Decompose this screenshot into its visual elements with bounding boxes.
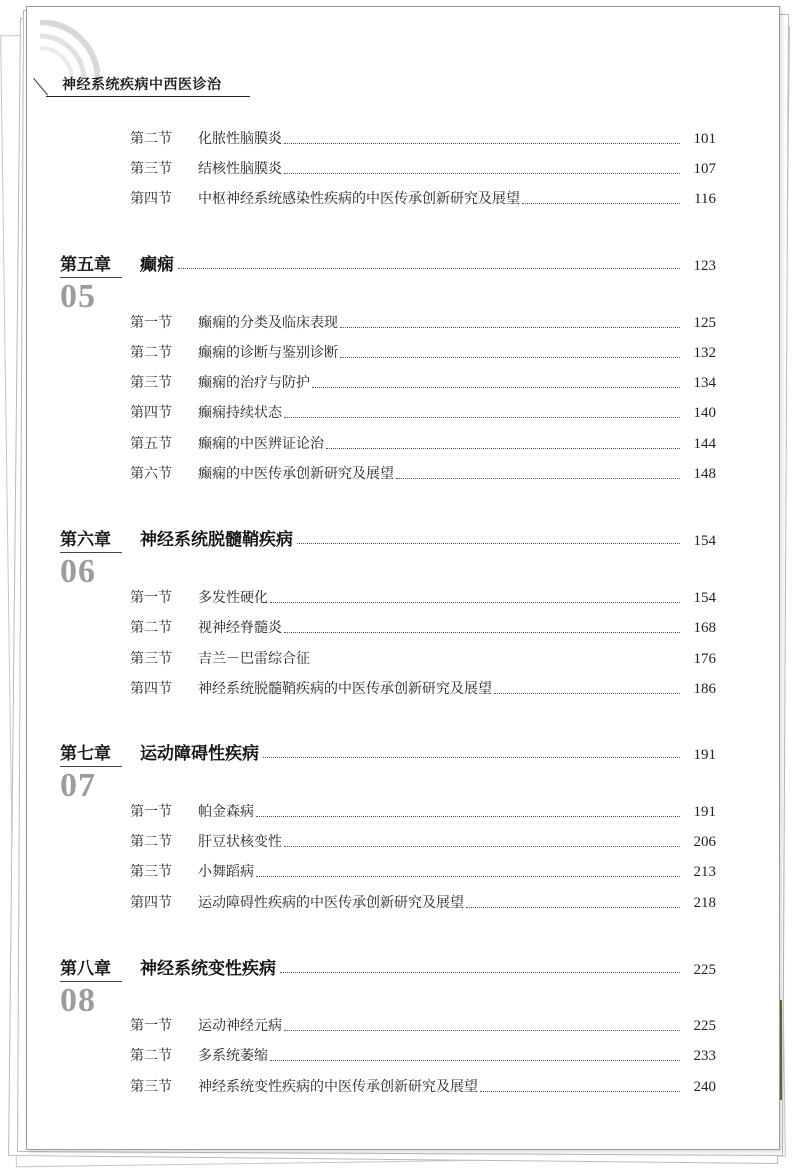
chapter-title: 癫痫: [140, 255, 174, 275]
toc-section-row[interactable]: [130, 188, 716, 208]
page-number: 240: [693, 1079, 716, 1095]
chapter-title: 神经系统脱髓鞘疾病: [140, 530, 293, 550]
page-number: 123: [693, 258, 716, 274]
page-number: 107: [693, 161, 716, 177]
page-number: 186: [693, 681, 716, 697]
page-number: 148: [693, 466, 716, 482]
section-number: 第二节: [130, 620, 172, 636]
section-number: 第四节: [130, 895, 172, 911]
section-number: 第二节: [130, 131, 172, 147]
page-number: 140: [693, 405, 716, 421]
section-number: 第四节: [130, 191, 172, 207]
dot-leader: [522, 203, 680, 204]
toc-section-row[interactable]: [130, 463, 716, 483]
section-title: 吉兰－巴雷综合征: [198, 651, 310, 667]
page-number: 125: [693, 315, 716, 331]
page-number: 191: [693, 747, 716, 763]
section-title: 多发性硬化: [198, 590, 268, 606]
toc-section-row[interactable]: [130, 312, 716, 332]
section-title: 癫痫的治疗与防护: [198, 375, 310, 391]
toc-section-row[interactable]: [130, 372, 716, 392]
page-number: 144: [693, 436, 716, 452]
dot-leader: [340, 357, 680, 358]
dot-leader: [270, 1060, 680, 1061]
dot-leader: [340, 327, 680, 328]
section-title: 结核性脑膜炎: [198, 161, 282, 177]
dot-leader: [297, 543, 680, 544]
chapter-title: 运动障碍性疾病: [140, 744, 259, 764]
toc-section-row[interactable]: [130, 402, 716, 422]
page-number: 168: [693, 620, 716, 636]
page-number: 176: [693, 651, 716, 667]
section-title: 癫痫的分类及临床表现: [198, 315, 338, 331]
toc-chapter-row[interactable]: [60, 250, 716, 274]
dot-leader: [284, 417, 680, 418]
page-number: 206: [693, 834, 716, 850]
toc-section-row[interactable]: [130, 861, 716, 881]
dot-leader: [396, 478, 680, 479]
page-number: 233: [693, 1048, 716, 1064]
section-title: 神经系统脱髓鞘疾病的中医传承创新研究及展望: [198, 681, 492, 697]
section-title: 运动障碍性疾病的中医传承创新研究及展望: [198, 895, 464, 911]
page-number: 154: [693, 533, 716, 549]
dot-leader: [284, 846, 680, 847]
section-number: 第四节: [130, 405, 172, 421]
dot-leader: [270, 602, 680, 603]
dot-leader: [494, 693, 680, 694]
toc-chapter-row[interactable]: [60, 739, 716, 763]
toc-section-row[interactable]: [130, 433, 716, 453]
chapter-label: 第八章: [60, 959, 111, 979]
section-number: 第二节: [130, 834, 172, 850]
dot-leader: [263, 757, 680, 758]
chapter-number-large: 07: [60, 767, 96, 804]
toc-section-row[interactable]: [130, 617, 716, 637]
section-number: 第二节: [130, 1048, 172, 1064]
toc-section-row[interactable]: [130, 648, 716, 668]
section-title: 多系统萎缩: [198, 1048, 268, 1064]
header-rule: [46, 96, 250, 97]
chapter-label: 第六章: [60, 530, 111, 550]
section-title: 化脓性脑膜炎: [198, 131, 282, 147]
section-title: 癫痫的诊断与鉴别诊断: [198, 345, 338, 361]
toc-section-row[interactable]: [130, 128, 716, 148]
section-number: 第二节: [130, 345, 172, 361]
section-number: 第六节: [130, 466, 172, 482]
page-number: 132: [693, 345, 716, 361]
section-number: 第四节: [130, 681, 172, 697]
dot-leader: [466, 907, 680, 908]
section-number: 第三节: [130, 161, 172, 177]
toc-section-row[interactable]: [130, 342, 716, 362]
running-head: 神经系统疾病中西医诊治: [62, 77, 222, 93]
toc-section-row[interactable]: [130, 892, 716, 912]
page-number: 218: [693, 895, 716, 911]
section-title: 癫痫持续状态: [198, 405, 282, 421]
section-number: 第三节: [130, 864, 172, 880]
section-title: 小舞蹈病: [198, 864, 254, 880]
dot-leader: [284, 632, 680, 633]
toc-section-row[interactable]: [130, 1076, 716, 1096]
dot-leader: [312, 387, 680, 388]
page-number: 101: [693, 131, 716, 147]
section-title: 中枢神经系统感染性疾病的中医传承创新研究及展望: [198, 191, 520, 207]
section-number: 第三节: [130, 651, 172, 667]
page-number: 225: [693, 1018, 716, 1034]
page-number: 154: [693, 590, 716, 606]
toc-section-row[interactable]: [130, 678, 716, 698]
chapter-number-large: 05: [60, 278, 96, 315]
section-number: 第五节: [130, 436, 172, 452]
chapter-title: 神经系统变性疾病: [140, 959, 276, 979]
toc-section-row[interactable]: [130, 1045, 716, 1065]
section-title: 肝豆状核变性: [198, 834, 282, 850]
page-number: 225: [693, 962, 716, 978]
page-number: 134: [693, 375, 716, 391]
dot-leader: [280, 972, 680, 973]
dot-leader: [256, 876, 680, 877]
section-title: 癫痫的中医辨证论治: [198, 436, 324, 452]
dot-leader: [284, 173, 680, 174]
toc-section-row[interactable]: [130, 801, 716, 821]
toc-chapter-row[interactable]: [60, 954, 716, 978]
section-number: 第一节: [130, 590, 172, 606]
chapter-number-large: 08: [60, 982, 96, 1019]
section-number: 第三节: [130, 1079, 172, 1095]
dot-leader: [480, 1091, 680, 1092]
toc-section-row[interactable]: [130, 158, 716, 178]
section-title: 帕金森病: [198, 804, 254, 820]
chapter-label: 第七章: [60, 744, 111, 764]
section-title: 癫痫的中医传承创新研究及展望: [198, 466, 394, 482]
toc-chapter-row[interactable]: [60, 525, 716, 549]
toc-section-row[interactable]: [130, 1015, 716, 1035]
page-number: 116: [694, 191, 716, 207]
dot-leader: [326, 448, 680, 449]
section-title: 视神经脊髓炎: [198, 620, 282, 636]
dot-leader: [256, 816, 680, 817]
toc-section-row[interactable]: [130, 587, 716, 607]
section-number: 第一节: [130, 315, 172, 331]
page-number: 191: [693, 804, 716, 820]
dot-leader: [178, 268, 680, 269]
dot-leader: [312, 663, 680, 664]
section-number: 第三节: [130, 375, 172, 391]
dot-leader: [284, 143, 680, 144]
section-title: 神经系统变性疾病的中医传承创新研究及展望: [198, 1079, 478, 1095]
section-number: 第一节: [130, 804, 172, 820]
section-number: 第一节: [130, 1018, 172, 1034]
chapter-number-large: 06: [60, 553, 96, 590]
toc-section-row[interactable]: [130, 831, 716, 851]
chapter-label: 第五章: [60, 255, 111, 275]
page-number: 213: [693, 864, 716, 880]
section-title: 运动神经元病: [198, 1018, 282, 1034]
dot-leader: [284, 1030, 680, 1031]
